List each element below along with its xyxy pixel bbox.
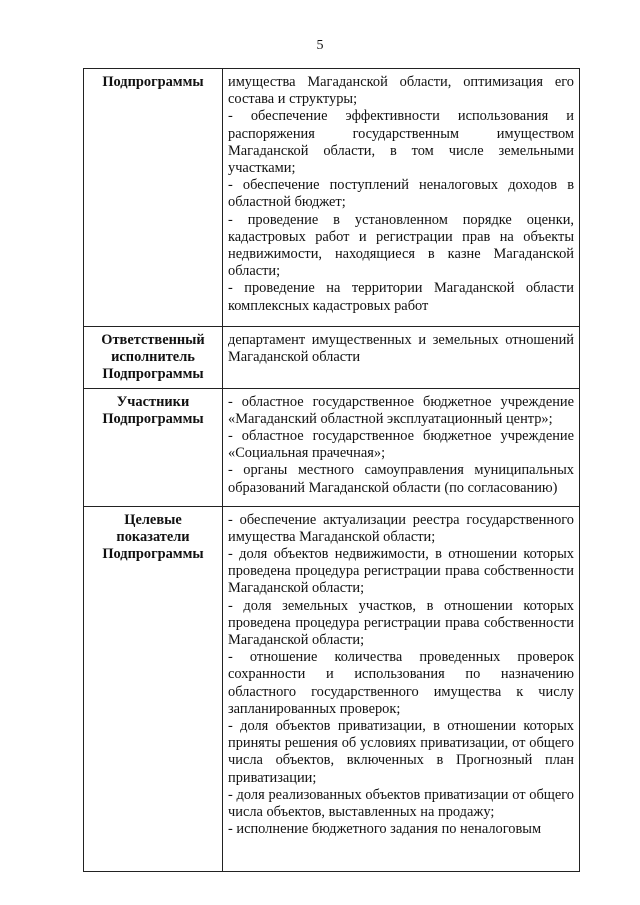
content-line: - проведение на территории Магаданской области комплексных кадастровых работ xyxy=(228,280,574,314)
page-number: 5 xyxy=(316,38,324,53)
content-line: - доля реализованных объектов приватизации от общего числа объектов, выставленных на продажу; xyxy=(228,786,574,821)
row-content xyxy=(223,388,580,506)
table-row-subprogram-tasks-cont xyxy=(84,69,580,327)
content-line: - доля земельных участков, в отношении которых проведена процедура регистрации права собственности Магаданской области; xyxy=(228,597,574,649)
content-line: - доля объектов приватизации, в отношении которых приняты решения об условиях приватизации, от общего числа объектов, включенных в Прогнозный план приватизации; xyxy=(228,718,574,786)
content-line: - исполнение бюджетного задания по неналоговым xyxy=(228,821,542,838)
content-line: - обеспечение эффективности использования и распоряжения государственным имуществом Магаданской области, в том числе земельными участками; xyxy=(228,108,574,177)
content-line: - обеспечение поступлений неналоговых доходов в областной бюджет; xyxy=(228,177,574,211)
row-label: Участники Подпрограммы xyxy=(84,388,223,506)
content-line: департамент имущественных и земельных отношений Магаданской области xyxy=(228,332,574,366)
row-label: Ответственный исполнитель Подпрограммы xyxy=(84,327,223,389)
content-line: имущества Магаданской области, оптимизация его состава и структуры; xyxy=(228,74,574,108)
row-content xyxy=(223,69,580,327)
content-line: - проведение в установленном порядке оценки, кадастровых работ и регистрации прав на объекты недвижимости, находящиеся в казне Магаданской области; xyxy=(228,211,574,280)
content-line: - органы местного самоуправления муниципальных образований Магаданской области (по согласованию) xyxy=(228,462,574,496)
row-label: Подпрограммы xyxy=(84,69,223,327)
content-line: - доля объектов недвижимости, в отношении которых проведена процедура регистрации права собственности Магаданской области; xyxy=(228,546,574,597)
row-content xyxy=(223,327,580,389)
table-row-target-indicators xyxy=(84,506,580,871)
content-line: - областное государственное бюджетное учреждение «Социальная прачечная»; xyxy=(228,428,574,462)
content-line: - областное государственное бюджетное учреждение «Магаданский областной эксплуатационный центр»; xyxy=(228,393,574,427)
content-line: - отношение количества проведенных проверок сохранности и использования по назначению областного государственного имущества к числу запланированных проверок; xyxy=(228,649,574,717)
subprogram-passport-table xyxy=(83,68,580,872)
table-row-participants xyxy=(84,388,580,506)
table-row-responsible-executor xyxy=(84,327,580,389)
content-line: - обеспечение актуализации реестра государственного имущества Магаданской области; xyxy=(228,511,574,545)
row-label: Целевые показатели Подпрограммы xyxy=(84,506,223,871)
row-content xyxy=(223,506,580,871)
